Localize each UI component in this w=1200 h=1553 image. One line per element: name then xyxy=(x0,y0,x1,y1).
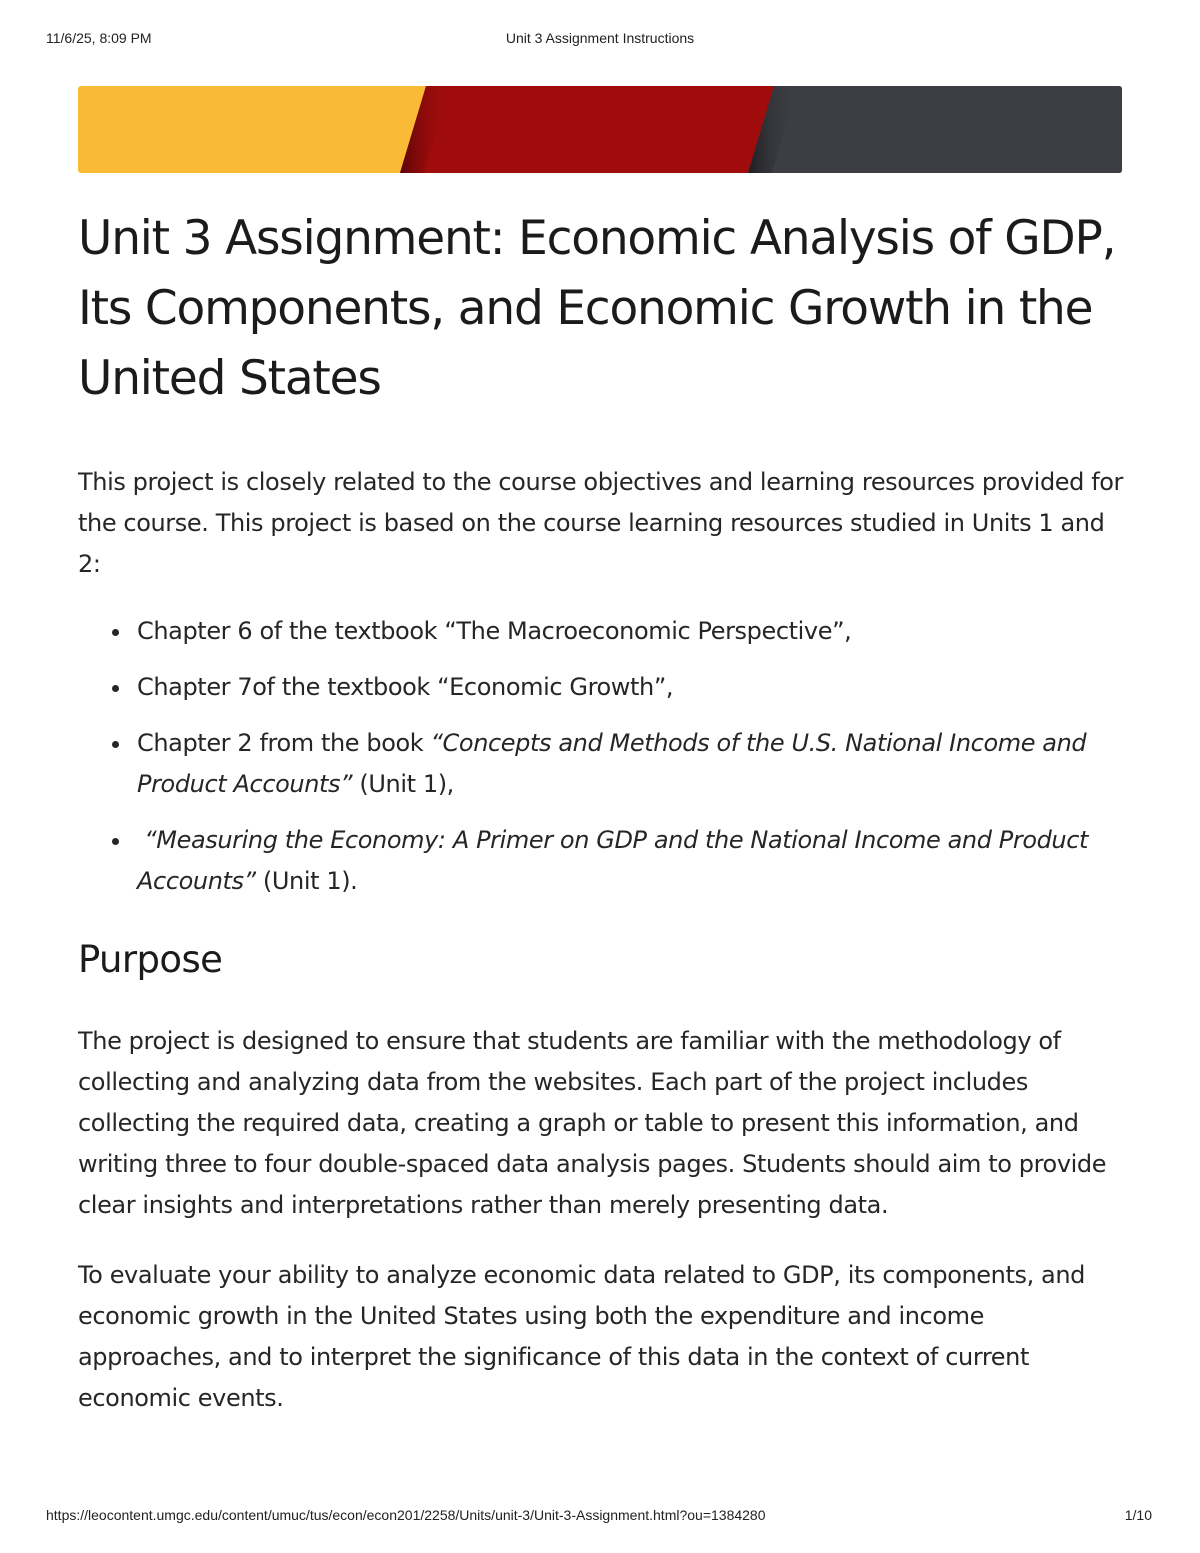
print-footer-url: https://leocontent.umgc.edu/content/umuc/tus/econ/econ201/2258/Units/unit-3/Unit-3-Assignment.html?ou=1384280 xyxy=(46,1507,766,1523)
banner-graphic xyxy=(78,86,1122,173)
purpose-paragraph: The project is designed to ensure that students are familiar with the methodology of collecting and analyzing data from the websites. Each part of the project includes collecting the required data, creating a graph or table to present this information, and writing three to four double-spaced data analysis pages. Students should aim to provide clear insights and interpretations rather than merely presenting data. xyxy=(78,1027,1107,1219)
resource-suffix: (Unit 1). xyxy=(255,867,358,895)
resource-item xyxy=(137,820,1128,902)
assignment-content xyxy=(78,204,1128,1419)
resources-list xyxy=(78,611,1128,902)
print-header-title: Unit 3 Assignment Instructions xyxy=(505,30,695,46)
resource-item xyxy=(137,611,1128,652)
objective-paragraph: To evaluate your ability to analyze economic data related to GDP, its components, and economic growth in the United States using both the expenditure and income approaches, and to interpret the significance of this data in the context of current economic events. xyxy=(78,1261,1086,1412)
purpose-heading: Purpose xyxy=(78,938,223,981)
print-header-datetime: 11/6/25, 8:09 PM xyxy=(46,30,152,46)
page-title: Unit 3 Assignment: Economic Analysis of GDP, Its Components, and Economic Growth in the United States xyxy=(78,211,1116,406)
resource-book-title: “Measuring the Economy: A Primer on GDP and the National Income and Product Accounts” xyxy=(137,826,1089,895)
resource-book-title: “Concepts and Methods of the U.S. National Income and Product Accounts” xyxy=(137,729,1087,798)
resource-prefix: Chapter 2 from the book xyxy=(137,729,431,757)
resource-text: Chapter 6 of the textbook “The Macroeconomic Perspective”, xyxy=(137,617,852,645)
banner-dark-band xyxy=(748,86,1122,173)
print-footer-page-number: 1/10 xyxy=(1124,1507,1152,1523)
resource-item xyxy=(137,723,1128,805)
resource-item xyxy=(137,667,1128,708)
intro-paragraph: This project is closely related to the course objectives and learning resources provided for the course. This project is based on the course learning resources studied in Units 1 and 2: xyxy=(78,468,1124,578)
course-banner xyxy=(78,86,1122,173)
resource-suffix: (Unit 1), xyxy=(352,770,454,798)
resource-text: Chapter 7of the textbook “Economic Growth”, xyxy=(137,673,674,701)
